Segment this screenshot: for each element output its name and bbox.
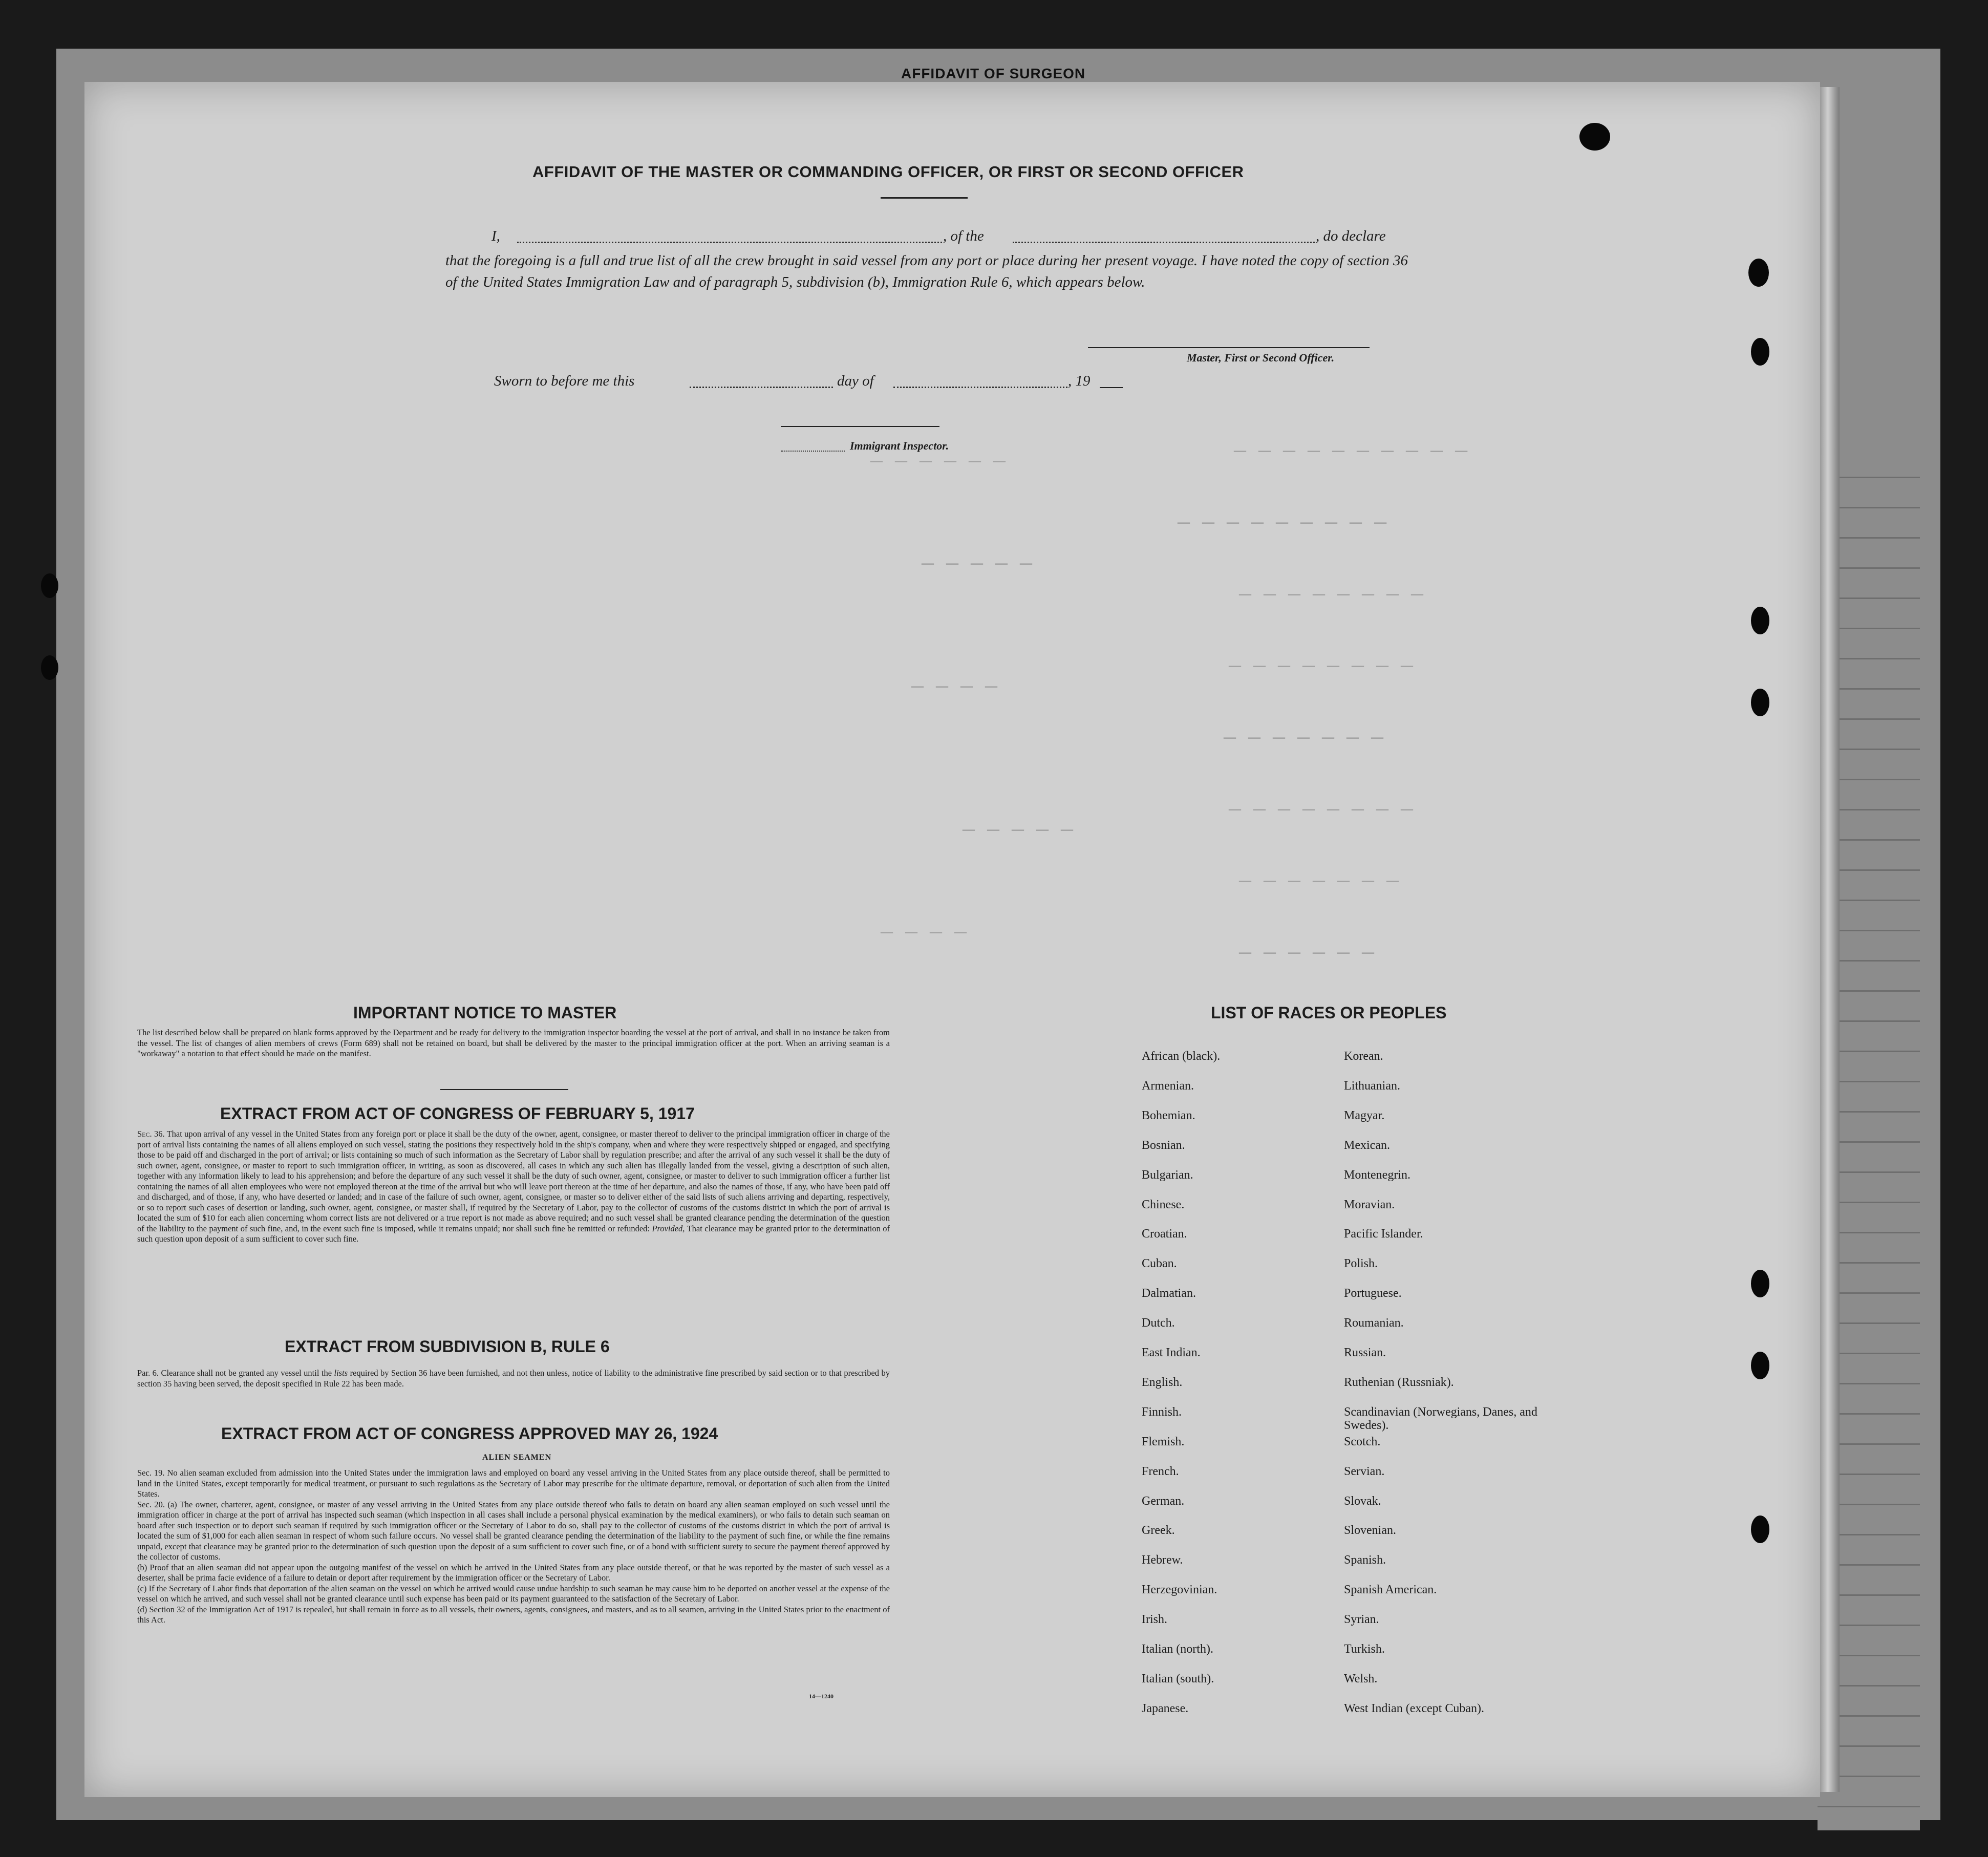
title-rule: [881, 197, 968, 199]
races-title: LIST OF RACES OR PEOPLES: [1211, 1004, 1447, 1022]
extract-1924-title: EXTRACT FROM ACT OF CONGRESS APPROVED MAY 26, 1924: [221, 1424, 718, 1443]
sworn-prefix: Sworn to before me this: [494, 373, 635, 389]
race-item: Pacific Islander.: [1344, 1227, 1423, 1241]
race-item: Irish.: [1142, 1613, 1167, 1626]
sworn-month-blank: [893, 387, 1067, 388]
race-item: Flemish.: [1142, 1435, 1185, 1448]
extract-1924-body: [137, 1468, 890, 1626]
race-item: Bulgarian.: [1142, 1168, 1193, 1182]
race-item: French.: [1142, 1465, 1179, 1478]
sec-36-label: Sec. 36.: [137, 1129, 165, 1139]
race-item: Mexican.: [1344, 1139, 1390, 1152]
affidavit-i: I,: [491, 228, 500, 244]
vessel-blank: [1013, 242, 1315, 243]
inspector-lead-dots: [781, 451, 845, 452]
race-item: Montenegrin.: [1344, 1168, 1410, 1182]
race-item: Slovenian.: [1344, 1524, 1396, 1537]
provided-word: Provided,: [652, 1223, 685, 1233]
race-item: Slovak.: [1344, 1495, 1381, 1508]
extract-rule6-title: EXTRACT FROM SUBDIVISION B, RULE 6: [285, 1337, 610, 1356]
sec-20c-text: (c) If the Secretary of Labor finds that deportation of the alien seaman on the vessel on which he arrived would cause undue hardship to such seaman he may cause him to be deported on another vessel at the expense of the vessel on which he arrived, and such vessel shall not be granted clearance until such expense has been paid or its payment guaranteed to the satisfaction of the Secretary of Labor.: [137, 1583, 890, 1604]
race-item: Syrian.: [1344, 1613, 1379, 1626]
affidavit-declare: , do declare: [1316, 228, 1386, 244]
extract-rule6-body: [137, 1368, 890, 1389]
race-item: Hebrew.: [1142, 1553, 1183, 1567]
sec-36-text: That upon arrival of any vessel in the United States from any foreign port or place it shall be the duty of the owner, agent, consignee, or master thereof to deliver to the principal immigration officer in charge of the port of arrival lists containing the names of all aliens employed on such vessel, stating the positions they respectively hold in the ship's company, when and where they were respectively shipped or engaged, and specifying those to be paid off and discharged in the port of arrival; or lists containing so much of such information as the Secretary of Labor shall by regulation prescribe; and after the arrival of any such vessel it shall be the duty of such owner, agent, consignee, or master to report to such immigration officer, in writing, as soon as discovered, all cases in which any such alien has illegally landed from the vessel, giving a description of such alien, together with any information likely to lead to his apprehension; and before the departure of any such vessel it shall be the duty of such owner, agent, consignee, or master to deliver to such immigration officer a further list containing the names of all alien employees who were not employed thereon at the time of the arrival but who will leave port thereon at the time of her departure, and also the names of those, if any, who have been paid off and discharged, and of those, if any, who have deserted or landed; and in case of the failure of such owner, agent, consignee, or master so to deliver either of the said lists of such aliens arriving and departing, respectively, or so to report such cases of desertion or landing, such owner, agent, consignee, or master shall, if required by the Secretary of Labor, pay to the collector of customs of the customs district in which the port of arrival is located the sum of $10 for each alien concerning whom correct lists are not delivered or a true report is not made as above required; and no such vessel shall be granted clearance pending the determination of the question of the liability to the payment of such fine, and, in the event such fine is imposed, while it remains unpaid; nor shall such fine be remitted or refunded:: [137, 1129, 890, 1233]
race-item: African (black).: [1142, 1050, 1221, 1063]
alien-seamen-subtitle: ALIEN SEAMEN: [482, 1453, 552, 1462]
race-item: Spanish.: [1344, 1553, 1386, 1567]
extract-1917-title: EXTRACT FROM ACT OF CONGRESS OF FEBRUARY 5, 1917: [220, 1104, 695, 1123]
race-item: Dutch.: [1142, 1316, 1175, 1330]
page-edge: [1820, 87, 1840, 1792]
master-caption: Master, First or Second Officer.: [1187, 351, 1335, 364]
race-item: Scandinavian (Norwegians, Danes, and Swedes).: [1344, 1405, 1537, 1432]
race-item: Bosnian.: [1142, 1139, 1185, 1152]
lists-word: lists: [334, 1368, 348, 1378]
race-item: Ruthenian (Russniak).: [1344, 1376, 1454, 1389]
notice-body: The list described below shall be prepared on blank forms approved by the Department and be ready for delivery to the immigration inspector boarding the vessel at the port of arrival, and shall in no instance be taken from the vessel. The list of changes of alien members of crews (Form 689) shall not be retained on board, but shall be delivered by the master to the principal immigration officer at the port. When an arriving seaman is a "workaway" a notation to that effect should be made on the manifest.: [137, 1028, 890, 1058]
race-item: Magyar.: [1344, 1109, 1385, 1122]
year-blank: [1100, 387, 1123, 388]
race-item: Russian.: [1344, 1346, 1386, 1359]
sec-36-text-end: That clearance may be granted prior to the determination of such question upon deposit of a sum sufficient to cover such fine.: [137, 1223, 890, 1244]
race-item: Roumanian.: [1344, 1316, 1404, 1330]
race-item: Polish.: [1344, 1257, 1378, 1270]
notice-rule: [440, 1089, 568, 1090]
affidavit-of-the: , of the: [943, 228, 984, 244]
race-item: Scotch.: [1344, 1435, 1381, 1448]
race-item: Armenian.: [1142, 1079, 1194, 1093]
race-item: Italian (north).: [1142, 1642, 1213, 1656]
master-signature-line: [1088, 347, 1370, 348]
inspector-signature-line: [781, 426, 939, 427]
race-item: East Indian.: [1142, 1346, 1201, 1359]
race-item: Herzegovinian.: [1142, 1583, 1217, 1596]
race-item: German.: [1142, 1495, 1185, 1508]
race-item: Portuguese.: [1344, 1287, 1402, 1300]
race-item: Finnish.: [1142, 1405, 1182, 1419]
notice-title: IMPORTANT NOTICE TO MASTER: [353, 1004, 617, 1022]
race-item: Welsh.: [1344, 1672, 1378, 1685]
race-item: West Indian (except Cuban).: [1344, 1702, 1484, 1715]
form-code: 14—1240: [809, 1693, 833, 1700]
rule6-text-start: Par. 6. Clearance shall not be granted any vessel until the: [137, 1368, 332, 1378]
rule6-text-end: required by Section 36 have been furnished, and not then unless, notice of liability to the administrative fine prescribed by said section or to that prescribed by section 35 having been served, the deposit specified in Rule 22 has been made.: [137, 1368, 890, 1389]
race-item: Cuban.: [1142, 1257, 1177, 1270]
race-item: Chinese.: [1142, 1198, 1185, 1211]
name-blank: [517, 242, 942, 243]
race-item: Italian (south).: [1142, 1672, 1214, 1685]
race-item: Servian.: [1344, 1465, 1385, 1478]
extract-1917-body: [137, 1129, 890, 1245]
race-item: Turkish.: [1344, 1642, 1385, 1656]
sec-20b-text: (b) Proof that an alien seaman did not appear upon the outgoing manifest of the vessel on which he arrived in the United States from any place outside thereof, or that he was reported by the master of such vessel as a deserter, shall be prima facie evidence of a failure to detain or deport after requirement by the immigration officer or the Secretary of Labor.: [137, 1562, 890, 1583]
race-item: English.: [1142, 1376, 1183, 1389]
race-item: Greek.: [1142, 1524, 1175, 1537]
sec-20d-text: (d) Section 32 of the Immigration Act of 1917 is repealed, but shall remain in force as to all vessels, their owners, agents, consignees, and masters, and as to all seamen, arriving in the United States prior to the enactment of this Act.: [137, 1604, 890, 1625]
race-item: Bohemian.: [1142, 1109, 1195, 1122]
race-item: Lithuanian.: [1344, 1079, 1400, 1093]
sec-20a-text: Sec. 20. (a) The owner, charterer, agent, consignee, or master of any vessel arriving in the United States from any place outside thereof who fails to detain on board any alien seaman employed on such vessel until the immigration officer in charge at the port of arrival has inspected such seaman (which inspection in all cases shall include a personal physical examination by the medical examiners), or who fails to detain such seaman on board after such inspection or to deport such seaman if required by such immigration officer or the Secretary of Labor to do so, shall pay to the collector of customs of the customs district in which the port of arrival is located the sum of $1,000 for each alien seaman in respect of whom such failure occurs. No vessel shall be granted clearance pending the determination of the liability to the payment of such fine, or while the fine remains unpaid, except that clearance may be granted prior to the determination of such question upon the deposit of a sum sufficient to cover such fine, or of a bond with sufficient surety to secure the payment thereof approved by the collector of customs.: [137, 1499, 890, 1562]
affidavit-title: AFFIDAVIT OF THE MASTER OR COMMANDING OFFICER, OR FIRST OR SECOND OFFICER: [532, 163, 1244, 181]
sworn-day-blank: [690, 387, 833, 388]
sec-19-text: Sec. 19. No alien seaman excluded from admission into the United States under the immigration laws and employed on board any vessel arriving in the United States from any place outside thereof, shall be permitted to land in the United States, except temporarily for medical treatment, or pursuant to such regulations as the Secretary of Labor may prescribe for the ultimate departure, removal, or deportation of such alien from the United States.: [137, 1468, 890, 1499]
inspector-caption: Immigrant Inspector.: [850, 439, 949, 452]
sworn-year: , 19: [1068, 373, 1091, 389]
race-item: Korean.: [1344, 1050, 1383, 1063]
race-item: Dalmatian.: [1142, 1287, 1196, 1300]
race-item: Croatian.: [1142, 1227, 1187, 1241]
sworn-day-of: day of: [837, 373, 874, 389]
race-item: Spanish American.: [1344, 1583, 1437, 1596]
surgeon-affidavit-label: AFFIDAVIT OF SURGEON: [901, 66, 1086, 81]
affidavit-paragraph: that the foregoing is a full and true list of all the crew brought in said vessel from any port or place during her present voyage. I have noted the copy of section 36 of the United States Immigration Law and of paragraph 5, subdivision (b), Immigration Rule 6, which appears below.: [445, 252, 1408, 290]
race-item: Japanese.: [1142, 1702, 1189, 1715]
race-item: Moravian.: [1344, 1198, 1395, 1211]
